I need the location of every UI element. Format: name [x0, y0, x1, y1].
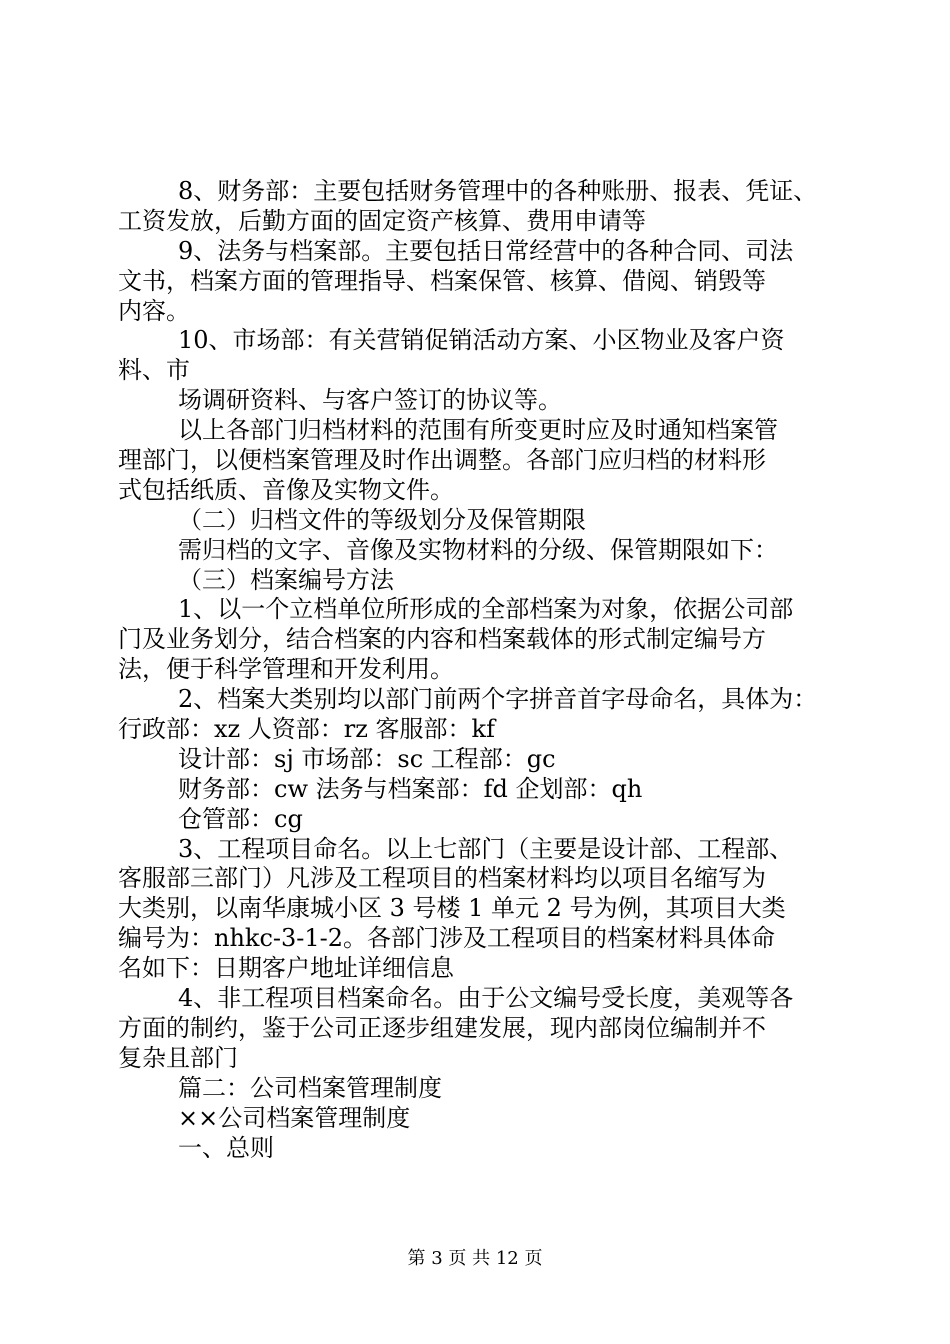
text-line: 1、以一个立档单位所形成的全部档案为对象，依据公司部	[178, 595, 794, 624]
text-line: 10、市场部：有关营销促销活动方案、小区物业及客户资	[178, 326, 785, 355]
text-line: 3、工程项目命名。以上七部门（主要是设计部、工程部、	[178, 834, 794, 863]
text-line: 行政部：xz 人资部：rz 客服部：kf	[118, 715, 495, 744]
text-line: 文书，档案方面的管理指导、档案保管、核算、借阅、销毁等	[118, 266, 766, 295]
text-line: 仓管部：cg	[178, 804, 303, 833]
text-line: 料、市	[118, 356, 190, 385]
text-line: 财务部：cw 法务与档案部：fd 企划部：qh	[178, 774, 643, 803]
text-line: 名如下：日期客户地址详细信息	[118, 954, 454, 983]
text-line: 方面的制约，鉴于公司正逐步组建发展，现内部岗位编制并不	[118, 1013, 766, 1042]
text-line: ××公司档案管理制度	[178, 1103, 411, 1132]
document-body	[118, 177, 838, 1163]
text-line: 编号为：nhkc-3-1-2。各部门涉及工程项目的档案材料具体命	[118, 924, 776, 953]
text-line: 理部门，以便档案管理及时作出调整。各部门应归档的材料形	[118, 446, 766, 475]
text-line: 客服部三部门）凡涉及工程项目的档案材料均以项目名缩写为	[118, 864, 766, 893]
text-line: 大类别，以南华康城小区 3 号楼 1 单元 2 号为例，其项目大类	[118, 894, 786, 923]
text-line: 内容。	[118, 296, 190, 325]
text-line: 8、财务部：主要包括财务管理中的各种账册、报表、凭证、	[178, 177, 818, 205]
text-line: （三）档案编号方法	[178, 565, 394, 594]
page-footer: 第 3 页 共 12 页	[407, 1248, 543, 1269]
text-line: 法，便于科学管理和开发利用。	[118, 655, 454, 684]
text-line: 式包括纸质、音像及实物文件。	[118, 475, 454, 504]
text-line: 4、非工程项目档案命名。由于公文编号受长度，美观等各	[178, 984, 794, 1013]
text-line: 2、档案大类别均以部门前两个字拼音首字母命名，具体为：	[178, 685, 818, 714]
text-line: 复杂且部门	[118, 1043, 238, 1072]
text-line: 需归档的文字、音像及实物材料的分级、保管期限如下：	[178, 535, 778, 564]
text-line: 工资发放，后勤方面的固定资产核算、费用申请等	[118, 206, 646, 235]
text-line: 篇二：公司档案管理制度	[178, 1073, 442, 1102]
text-line: 9、法务与档案部。主要包括日常经营中的各种合同、司法	[178, 236, 794, 265]
text-line: 一、总则	[178, 1133, 274, 1162]
text-line: 以上各部门归档材料的范围有所变更时应及时通知档案管	[178, 416, 778, 445]
text-line: 设计部：sj 市场部：sc 工程部：gc	[178, 744, 556, 773]
text-line: 门及业务划分，结合档案的内容和档案载体的形式制定编号方	[118, 625, 766, 654]
text-line: （二）归档文件的等级划分及保管期限	[178, 505, 586, 534]
text-line: 场调研资料、与客户签订的协议等。	[178, 386, 562, 415]
